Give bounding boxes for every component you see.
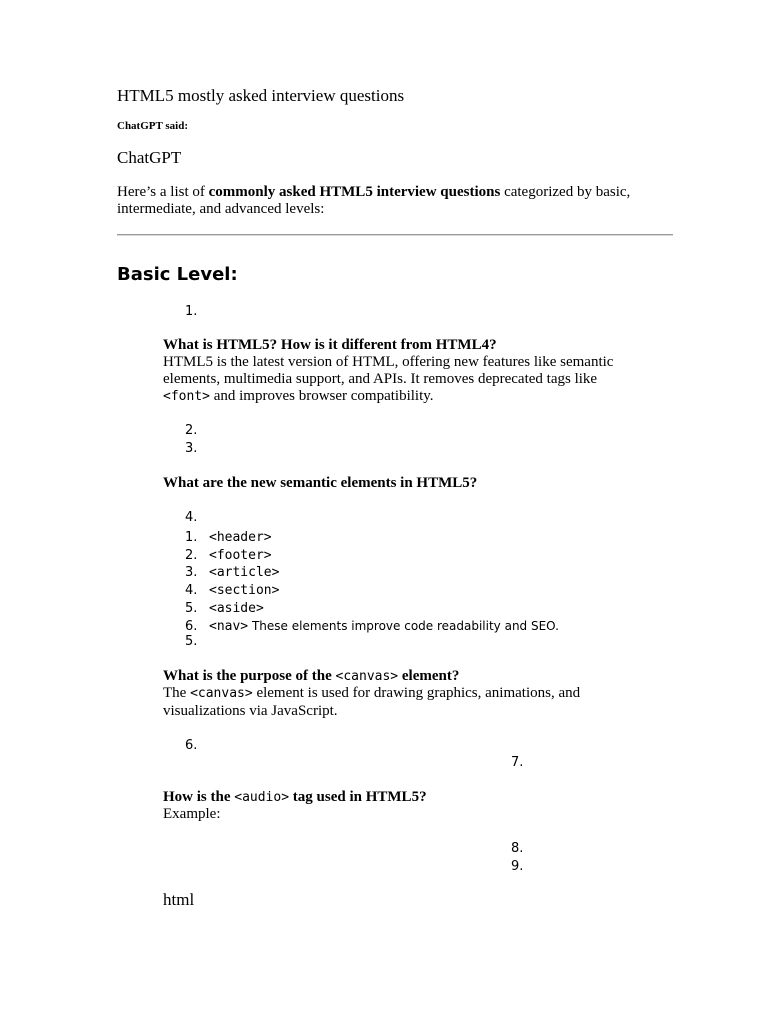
list-item-code: <header> bbox=[209, 530, 272, 545]
answer-1-line3 bbox=[163, 388, 434, 405]
answer-3-before: The bbox=[163, 685, 191, 701]
answer-3-line2: visualizations via JavaScript. bbox=[163, 703, 338, 719]
list-item bbox=[185, 563, 279, 581]
intro-text-after: categorized by basic, bbox=[500, 184, 631, 200]
answer-1-line3-text: and improves browser compatibility. bbox=[209, 388, 434, 404]
list-number: 6. bbox=[185, 738, 198, 753]
list-item-number: 3. bbox=[185, 565, 198, 580]
example-label: Example: bbox=[163, 806, 221, 822]
code-canvas-tag: <canvas> bbox=[335, 669, 399, 684]
list-item-code: <footer> bbox=[209, 548, 272, 563]
chatgpt-said-label: ChatGPT said: bbox=[117, 120, 189, 132]
list-item bbox=[185, 528, 272, 546]
list-item bbox=[185, 599, 264, 617]
list-item-text: These elements improve code readability and SEO. bbox=[248, 619, 559, 633]
horizontal-divider bbox=[117, 234, 673, 236]
list-number: 2. bbox=[185, 423, 198, 438]
section-heading-basic: Basic Level: bbox=[117, 264, 238, 285]
question-4 bbox=[163, 789, 427, 806]
list-number: 1. bbox=[185, 304, 198, 319]
assistant-name: ChatGPT bbox=[117, 148, 182, 167]
question-3 bbox=[163, 668, 459, 685]
code-language-label: html bbox=[163, 890, 195, 909]
answer-3-after: element is used for drawing graphics, animations, and bbox=[252, 685, 581, 701]
list-item-number: 4. bbox=[185, 583, 198, 598]
answer-3-line1 bbox=[163, 685, 580, 702]
intro-paragraph bbox=[117, 184, 630, 201]
list-item-number: 5. bbox=[185, 601, 198, 616]
list-item bbox=[185, 581, 279, 599]
code-font-tag: <font> bbox=[163, 389, 210, 404]
question-4-before: How is the bbox=[163, 789, 235, 805]
intro-paragraph-line2: intermediate, and advanced levels: bbox=[117, 201, 325, 217]
page-title: HTML5 mostly asked interview questions bbox=[117, 86, 405, 105]
code-audio-tag: <audio> bbox=[234, 790, 290, 805]
list-item-code: <article> bbox=[209, 565, 280, 580]
list-item-number: 2. bbox=[185, 548, 198, 563]
list-item-code: <section> bbox=[209, 583, 280, 598]
list-number: 5. bbox=[185, 634, 198, 649]
intro-bold-text: commonly asked HTML5 interview questions bbox=[208, 184, 501, 200]
question-1: What is HTML5? How is it different from HTML4? bbox=[163, 337, 497, 353]
list-item-code: <aside> bbox=[209, 601, 264, 616]
list-number: 3. bbox=[185, 441, 198, 456]
code-canvas-tag: <canvas> bbox=[190, 686, 253, 701]
list-item-code: <nav> bbox=[209, 619, 249, 634]
list-number: 9. bbox=[511, 859, 524, 874]
list-item-number: 1. bbox=[185, 530, 198, 545]
list-number: 7. bbox=[511, 755, 524, 770]
list-number: 8. bbox=[511, 841, 524, 856]
question-3-before: What is the purpose of the bbox=[163, 668, 336, 684]
question-3-after: element? bbox=[398, 668, 460, 684]
question-4-after: tag used in HTML5? bbox=[289, 789, 427, 805]
list-item bbox=[185, 546, 272, 564]
list-item bbox=[185, 617, 559, 635]
list-number: 4. bbox=[185, 510, 198, 525]
list-item-number: 6. bbox=[185, 619, 198, 634]
answer-1-line1: HTML5 is the latest version of HTML, offering new features like semantic bbox=[163, 354, 614, 370]
answer-1-line2: elements, multimedia support, and APIs. It removes deprecated tags like bbox=[163, 371, 598, 387]
question-2: What are the new semantic elements in HTML5? bbox=[163, 475, 478, 491]
intro-text-before: Here’s a list of bbox=[117, 184, 209, 200]
